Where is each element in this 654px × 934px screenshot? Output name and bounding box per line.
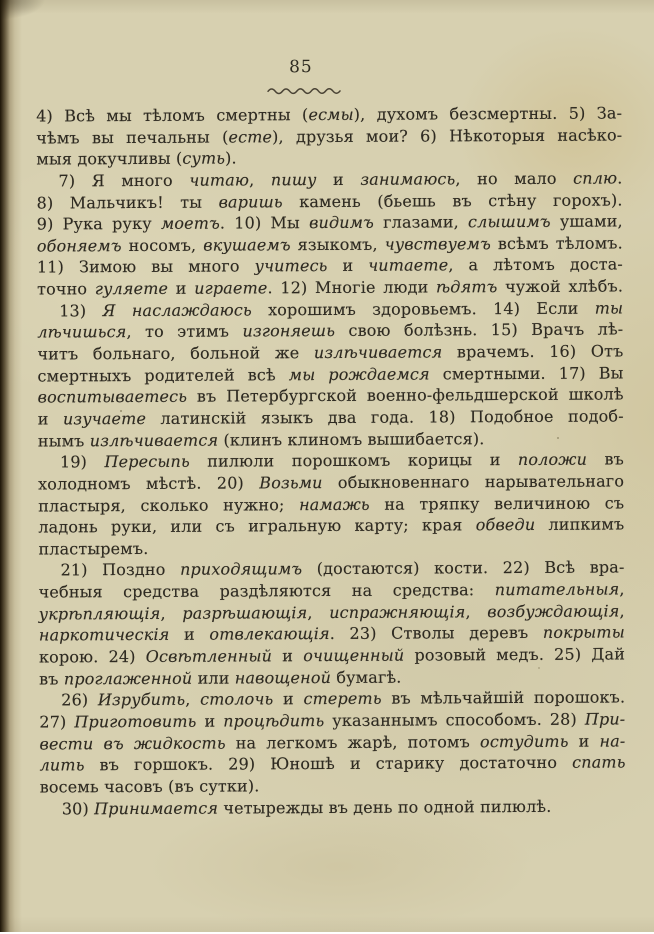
text-run: и (196, 711, 224, 731)
text-line (39, 665, 625, 690)
italic-text-run: гуляете (94, 278, 169, 299)
text-run: 8) Мальчикъ! ты (36, 192, 219, 213)
italic-text-run: намажь (299, 494, 370, 514)
italic-text-run: сплю (573, 168, 618, 188)
text-run: . 23) Стволы деревъ (329, 623, 543, 644)
italic-text-run: моетъ (160, 213, 220, 234)
text-run: . (617, 168, 623, 188)
text-run: чѣмъ вы печальны ( (36, 127, 229, 148)
text-run: холодномъ мѣстѣ. 20) (38, 473, 260, 494)
italic-text-run: остудить (479, 731, 569, 751)
italic-text-run: разрѣшающія (182, 602, 308, 623)
text-line (39, 600, 625, 625)
text-line (38, 449, 624, 474)
italic-text-run: занимаюсь (360, 169, 456, 189)
italic-text-run: обоняемъ (36, 235, 122, 256)
italic-text-run: играете (194, 278, 268, 298)
italic-text-run: ты (594, 298, 624, 318)
italic-text-run: пишу (270, 169, 317, 190)
italic-text-run: на- (599, 731, 626, 751)
text-run: 21) Поздно (60, 560, 181, 580)
italic-text-run: лѣчишься (37, 322, 127, 342)
text-run: въ (39, 669, 64, 689)
text-run: пилюли порошкомъ корицы и (189, 450, 518, 471)
text-run: . 10) Мы (219, 213, 310, 233)
italic-text-run: варишь (218, 191, 283, 212)
text-line (36, 102, 622, 127)
text-run: 4) Всѣ мы тѣломъ смертны ( (36, 105, 309, 126)
text-line (38, 535, 624, 560)
text-run: корою. 24) (38, 646, 146, 667)
text-line (40, 752, 626, 777)
text-run: камень (бьешь въ стѣну горохъ). (282, 190, 623, 211)
italic-text-run: Приготовить (74, 711, 197, 732)
text-run: врачемъ. 16) Отъ (442, 341, 624, 362)
text-line (37, 254, 623, 279)
italic-text-run: укрѣпляющія (38, 603, 161, 624)
italic-text-run: суть (182, 148, 226, 169)
text-line (37, 189, 623, 214)
text-line (38, 492, 624, 517)
text-run: чужой хлѣбъ. (497, 276, 624, 297)
text-run: , (160, 603, 183, 623)
text-run: ), друзья мои? 6) Нѣкоторыя насѣко- (272, 125, 623, 146)
text-run: 27) (39, 712, 75, 732)
text-run: 26) (61, 690, 98, 710)
text-run: на тряпку величиною съ (369, 492, 625, 514)
text-run: 30) (61, 798, 95, 818)
italic-text-run: стереть (303, 689, 382, 709)
text-line (37, 340, 623, 365)
text-run: (клинъ клиномъ вышибается). (218, 428, 485, 450)
italic-text-run: читаю (189, 170, 250, 190)
text-line (39, 622, 625, 647)
italic-text-run: Освѣтленный (145, 646, 273, 666)
text-run: хорошимъ здоровьемъ. 14) Если (251, 298, 595, 320)
italic-text-run: излѣчивается (313, 342, 443, 363)
text-run: въ горшокъ. 29) Юношѣ и старику достаточно (84, 752, 573, 775)
italic-text-run: слышимъ (467, 212, 551, 232)
text-run: и (169, 624, 210, 645)
text-run: 13) (59, 300, 103, 321)
text-run: носомъ, (121, 235, 204, 255)
text-run: обыкновеннаго нарывательнаго (322, 471, 625, 492)
text-run: въ мѣльчайшій порошокъ. (381, 687, 626, 709)
text-run: въ Петербургской военно-фельдшерской школѣ (187, 384, 624, 407)
text-run: 11) Зимою вы много (36, 256, 255, 278)
text-line (37, 297, 623, 322)
text-run: липкимъ (535, 514, 625, 535)
text-run: и (568, 731, 600, 751)
italic-text-run: Пересыпь (104, 451, 190, 472)
text-line (37, 276, 623, 301)
italic-text-run: изгоняешь (242, 321, 336, 341)
italic-text-run: вкушаемъ (203, 235, 291, 255)
text-run: розовый медъ. 25) Дай (404, 644, 626, 665)
italic-text-run: ѣдятъ (435, 277, 498, 297)
text-line (39, 579, 625, 604)
text-run: на легкомъ жарѣ, потомъ (225, 731, 481, 753)
text-run: 9) Рука руку (36, 214, 161, 234)
text-run: и (273, 689, 304, 709)
text-run: , (619, 601, 625, 621)
italic-text-run: наркотическія (38, 625, 170, 645)
text-run: въ (587, 449, 625, 469)
italic-text-run: процѣдить (223, 710, 325, 731)
text-run: , (465, 601, 488, 622)
italic-text-run: Изрубить (97, 690, 186, 710)
italic-text-run: покрыты (542, 622, 625, 643)
text-run: ), духомъ безсмертны. 5) За- (353, 103, 623, 124)
text-line (39, 708, 625, 733)
italic-text-run: обведи (475, 515, 536, 535)
italic-text-run: есте (228, 126, 273, 147)
italic-text-run: возбуждающія (487, 601, 620, 621)
italic-text-run: испражняющія (329, 602, 466, 622)
italic-text-run: чувствуемъ (384, 233, 491, 254)
text-run: , то этимъ (126, 321, 243, 342)
text-line (36, 124, 622, 149)
text-run: и (327, 256, 369, 276)
italic-text-run: проглаженной (63, 668, 193, 689)
text-run: или (192, 668, 235, 688)
page-number: 85 (289, 57, 313, 78)
text-run: , но мало (455, 168, 574, 189)
italic-text-run: читаете (368, 255, 449, 276)
italic-text-run: излѣчивается (89, 430, 219, 450)
italic-text-run: приходящимъ (180, 559, 303, 580)
text-run: и (168, 278, 195, 298)
text-run: восемь часовъ (въ сутки). (39, 776, 260, 797)
italic-text-run: столочь (200, 689, 274, 709)
text-line (37, 211, 623, 236)
text-line (40, 773, 626, 798)
text-line (38, 514, 624, 539)
text-run: глазами, (373, 212, 469, 232)
text-run: и (37, 409, 64, 429)
text-run: смертныхъ родителей всѣ (37, 364, 289, 386)
italic-text-run: лить (39, 755, 85, 775)
text-line (37, 319, 623, 344)
text-run: свою болѣзнь. 15) Врачъ лѣ- (335, 319, 624, 341)
text-run: смертными. 17) Вы (429, 363, 624, 384)
text-line (38, 427, 624, 452)
text-run: указаннымъ способомъ. 28) (324, 709, 585, 730)
text-run: , (185, 689, 201, 710)
italic-text-run: есмы (308, 104, 354, 125)
text-run: 7) Я много (58, 170, 190, 191)
text-line (36, 146, 622, 171)
text-run: и (316, 169, 361, 189)
wavy-rule-icon (267, 85, 341, 97)
text-line (37, 362, 623, 387)
italic-text-run: спать (572, 752, 626, 772)
text-line (37, 232, 623, 257)
text-run: ). (225, 148, 237, 168)
italic-text-run: положи (517, 449, 588, 470)
text-line (39, 687, 625, 712)
text-run: языкомъ, (290, 234, 385, 255)
text-run: и (272, 646, 304, 666)
text-run: бумагѣ. (331, 667, 402, 687)
italic-text-run: При- (584, 709, 626, 729)
italic-text-run: питательныя (494, 579, 620, 600)
text-line (38, 405, 624, 430)
italic-text-run: очищенный (303, 645, 405, 666)
text-line (39, 643, 625, 668)
italic-text-run: Принимается (94, 798, 219, 818)
text-run: нымъ (37, 430, 90, 451)
text-run: чебныя средства раздѣляются на средства: (38, 580, 495, 602)
text-line (38, 384, 624, 409)
text-run: , (249, 170, 271, 190)
text-run: четырежды въ день по одной пилюлѣ. (218, 796, 552, 818)
italic-text-run: Я наслаждаюсь (102, 300, 252, 320)
text-line (38, 557, 624, 582)
text-run: пластыря, сколько нужно; (38, 494, 300, 516)
text-run: ушами, (550, 211, 623, 232)
text-run: читъ больнаго, больной же (37, 343, 314, 364)
italic-text-run: навощеной (234, 667, 332, 688)
italic-text-run: отвлекающія (209, 624, 330, 644)
text-run: , (307, 602, 330, 622)
text-run: точно (37, 279, 95, 299)
italic-text-run: изучаете (62, 408, 147, 429)
text-line (39, 730, 625, 755)
italic-text-run: Возьми (259, 472, 323, 493)
text-run: ладонь руки, или съ игральную карту; края (38, 515, 476, 537)
italic-text-run: учитесь (254, 256, 328, 276)
text-line (36, 167, 622, 192)
italic-text-run: вести въ жидкость (39, 733, 226, 754)
italic-text-run: видимъ (309, 212, 375, 233)
text-run: (достаются) кости. 22) Всѣ вра- (302, 557, 625, 579)
text-line (38, 470, 624, 495)
text-run: латинскій языкъ два года. 18) Подобное подоб- (146, 406, 624, 428)
text-run: пластыремъ. (38, 538, 149, 559)
text-run: , (619, 579, 625, 599)
text-block (36, 102, 626, 819)
text-run: мыя докучливы ( (36, 149, 183, 169)
italic-text-run: воспитываетесь (37, 387, 188, 407)
text-line (40, 795, 626, 820)
text-run: 19) (59, 452, 105, 472)
text-run: . 12) Многіе люди (267, 277, 437, 298)
italic-text-run: мы рождаемся (288, 364, 430, 384)
text-run: всѣмъ тѣломъ. (490, 233, 623, 253)
text-run: , а лѣтомъ доста- (448, 254, 623, 275)
